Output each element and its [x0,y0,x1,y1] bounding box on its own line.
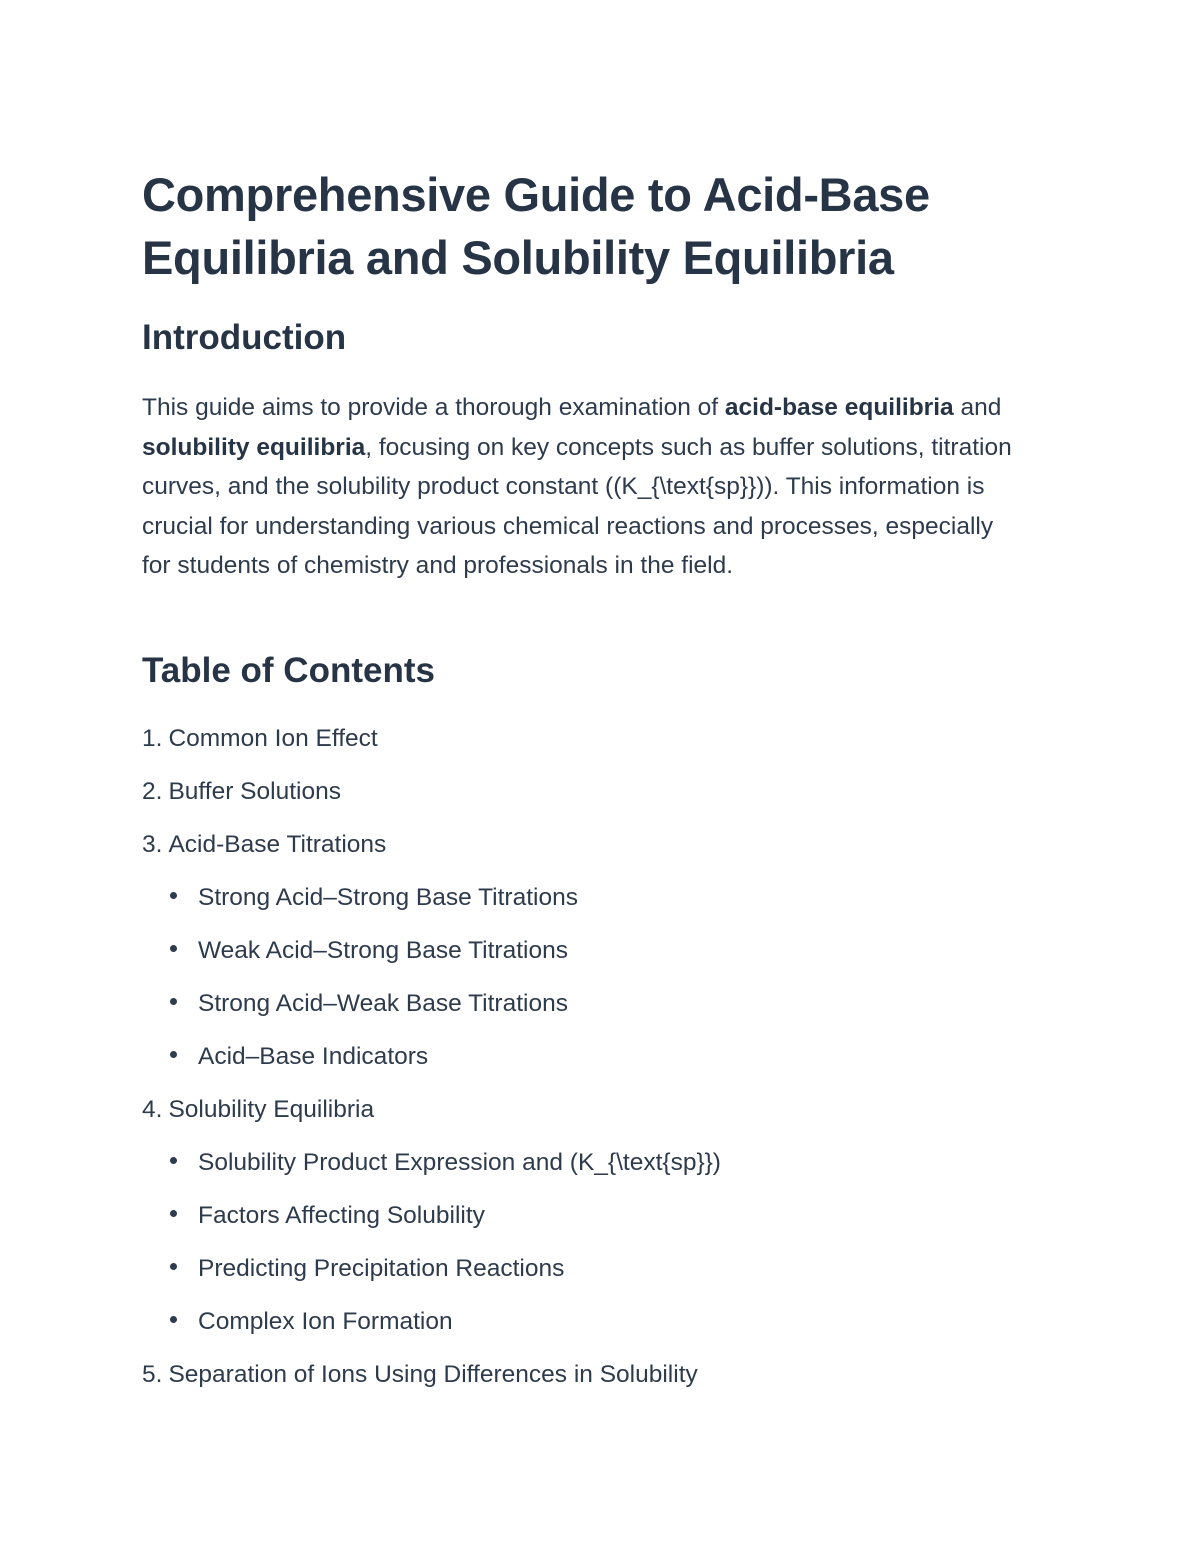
toc-subitem-label: Predicting Precipitation Reactions [198,1255,565,1282]
toc-subitem-label: Acid–Base Indicators [198,1043,429,1070]
toc-subitem [142,1250,1022,1303]
toc-item-number: 4. [142,1096,163,1123]
toc-subitem [142,879,1022,932]
toc-item-number: 2. [142,778,163,805]
bullet-icon [170,945,177,952]
intro-text-part-3: , focusing on key concepts such as buffer solutions, titration curves, and the solubility product constant ((K_{\text{sp}})). This information is crucial for understanding various chemical reactions and processes, especially for students of chemistry and professionals in the field. [142,433,1012,579]
toc-subitem [142,1303,1022,1356]
toc-subitem-label: Strong Acid–Weak Base Titrations [198,990,568,1017]
toc-subitem [142,1197,1022,1250]
toc-subitem-label: Complex Ion Formation [198,1308,453,1335]
toc-subitem [142,932,1022,985]
introduction-heading: Introduction [142,318,347,357]
toc-item-common-ion-effect [142,720,1022,773]
toc-item-label: Solubility Equilibria [168,1096,375,1123]
bullet-icon [170,1051,177,1058]
intro-text-part-2: and [953,394,1002,421]
toc-subitem [142,985,1022,1038]
toc-subitem-label: Weak Acid–Strong Base Titrations [198,937,568,964]
toc-item-solubility-equilibria [142,1091,1022,1144]
intro-text-part-1: This guide aims to provide a thorough examination of [142,394,725,421]
toc-heading: Table of Contents [142,651,435,690]
toc-item-acid-base-titrations [142,826,1022,879]
toc-item-number: 5. [142,1361,163,1388]
toc-subitem [142,1144,1022,1197]
toc-item-label: Buffer Solutions [168,778,341,805]
toc-subitem-label: Solubility Product Expression and (K_{\text{sp}}) [198,1149,721,1176]
bullet-icon [170,892,177,899]
toc-subitem-label: Strong Acid–Strong Base Titrations [198,884,578,911]
toc-subitem [142,1038,1022,1091]
toc-subitem-label: Factors Affecting Solubility [198,1202,485,1229]
toc-item-separation-of-ions [142,1356,1022,1409]
bullet-icon [170,1316,177,1323]
bullet-icon [170,1263,177,1270]
bullet-icon [170,1157,177,1164]
introduction-paragraph [142,388,1022,586]
bullet-icon [170,1210,177,1217]
intro-bold-acid-base: acid-base equilibria [724,394,954,421]
toc-item-label: Common Ion Effect [168,725,378,752]
toc-item-buffer-solutions [142,773,1022,826]
bullet-icon [170,998,177,1005]
table-of-contents [142,720,1022,1409]
toc-item-label: Acid-Base Titrations [168,831,387,858]
toc-item-number: 1. [142,725,163,752]
toc-item-number: 3. [142,831,163,858]
intro-bold-solubility: solubility equilibria [142,433,366,461]
toc-item-label: Separation of Ions Using Differences in Solubility [168,1361,698,1388]
page-title: Comprehensive Guide to Acid-Base Equilibria and Solubility Equilibria [142,168,930,284]
